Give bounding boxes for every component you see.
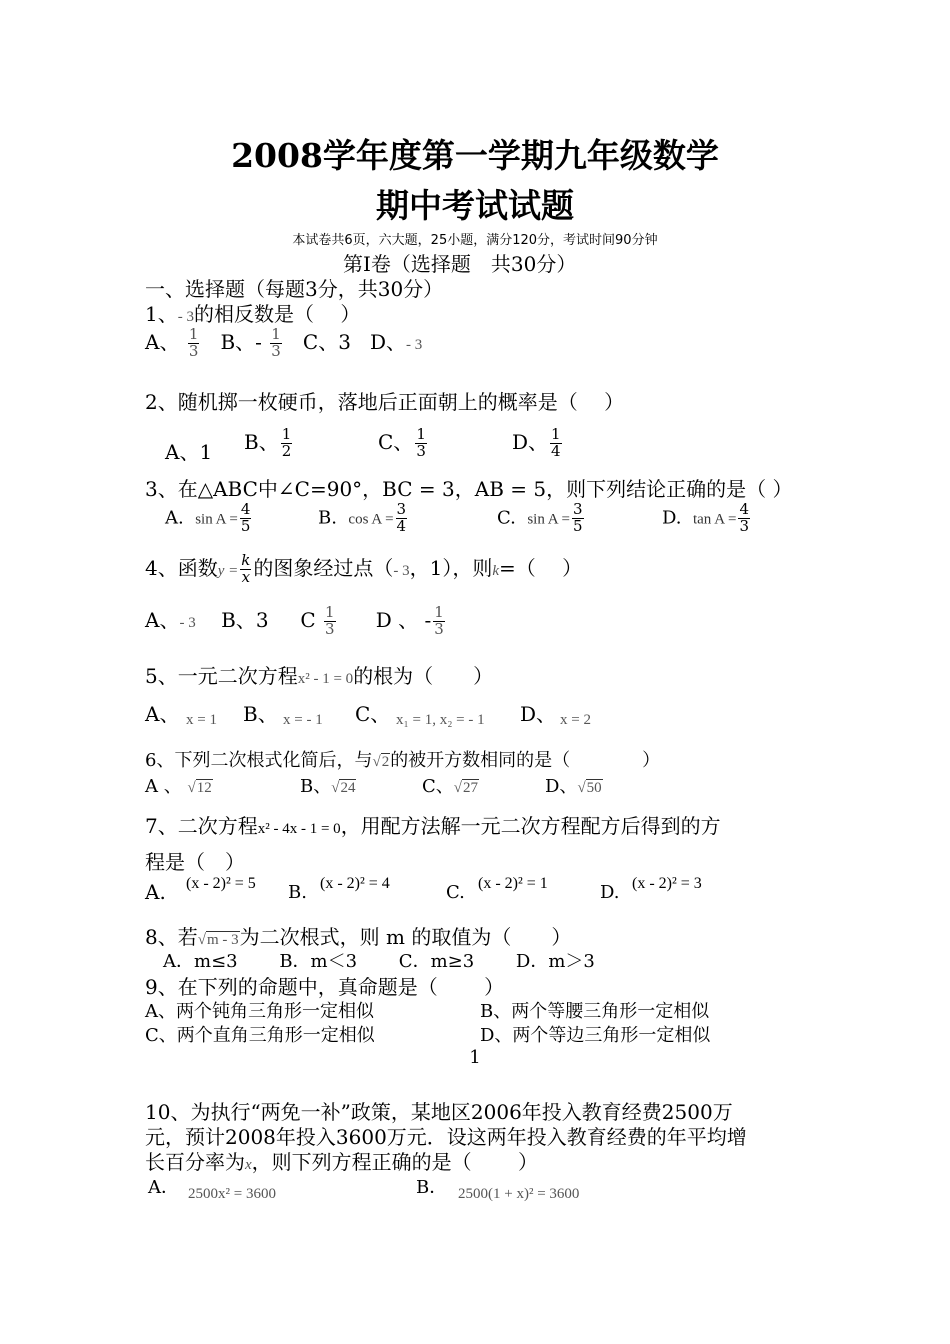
volume-heading: 第Ⅰ卷（选择题 共30分） [343, 252, 577, 276]
question-4-options [145, 604, 447, 638]
question-5: 5、一元二次方程x² - 1 = 0的根为（ ） [145, 664, 494, 688]
option-a[interactable]: A、 [145, 702, 180, 726]
option-d[interactable]: D. [600, 882, 620, 903]
option-b[interactable]: B、 $\frac{1}{2}$ [244, 425, 292, 460]
option-c[interactable]: C、√27 [422, 776, 479, 797]
option-c-value: x₁ = 1, x₂ = - 1 [396, 712, 485, 728]
question-10-line2: 元，预计2008年投入3600万元．设这两年投入教育经费的年平均增 [145, 1125, 747, 1149]
option-d-value: (x - 2)² = 3 [632, 875, 702, 892]
option-a[interactable]: A． [148, 1177, 179, 1198]
option-b[interactable]: B. [288, 882, 307, 903]
option-a[interactable]: A、- 3 [145, 608, 196, 632]
question-10-line3: 长百分率为x，则下列方程正确的是（ ） [145, 1150, 539, 1174]
option-d[interactable]: D、 $\frac{1}{4}$ [512, 425, 561, 460]
question-8: 8、若√m - 3为二次根式，则 m 的取值为（ ） [145, 925, 572, 949]
exam-info: 本试卷共6页，六大题，25小题，满分120分，考试时间90分钟 [292, 233, 658, 248]
fraction: $\frac{1}{3}$ [188, 325, 199, 360]
option-c[interactable]: C $\frac{1}{3}$ [300, 603, 335, 638]
question-10-line1: 10、为执行“两免一补”政策，某地区2006年投入教育经费2500万 [145, 1100, 733, 1124]
section-heading: 一、选择题（每题3分，共30分） [145, 277, 444, 301]
option-d[interactable]: D、√50 [545, 776, 602, 797]
exam-title-line1: 2008学年度第一学期九年级数学 [231, 136, 719, 175]
option-d[interactable]: D 、 - $\frac{1}{3}$ [375, 603, 444, 638]
option-b[interactable]: B. cos A = $\frac{3}{4}$ [318, 500, 407, 535]
option-b-value: (x - 2)² = 4 [320, 875, 390, 892]
option-b[interactable]: B、- [220, 330, 262, 354]
option-c[interactable]: C、 [355, 702, 391, 726]
option-c-value: (x - 2)² = 1 [478, 875, 548, 892]
option-b-value: x = - 1 [283, 712, 323, 728]
option-c[interactable]: C、两个直角三角形一定相似 [145, 1025, 375, 1046]
option-a[interactable]: A. sin A = $\frac{4}{5}$ [165, 500, 251, 535]
option-b[interactable]: B、√24 [300, 776, 356, 797]
question-1: 1、- 3的相反数是（ ） [145, 302, 361, 326]
option-d[interactable]: D、两个等边三角形一定相似 [480, 1025, 711, 1046]
option-c[interactable]: C、3 [302, 330, 351, 354]
question-9: 9、在下列的命题中，真命题是（ ） [145, 975, 505, 999]
option-d-value: x = 2 [560, 712, 591, 728]
question-6: 6、下列二次根式化简后，与√2的被开方数相同的是（ ） [145, 750, 661, 771]
option-a[interactable]: A、1 [165, 440, 213, 464]
option-a-value: (x - 2)² = 5 [186, 875, 256, 892]
option-b[interactable]: B、3 [221, 608, 269, 632]
question-7-line2: 程是（ ） [145, 850, 245, 874]
exam-title-line2: 期中考试试题 [376, 186, 574, 225]
question-8-options[interactable]: A．m≤3 B．m＜3 C．m≥3 D．m＞3 [163, 951, 595, 972]
option-a[interactable]: A、两个钝角三角形一定相似 [145, 1001, 374, 1022]
question-3: 3、在△ABC中∠C=90°，BC = 3，AB = 5，则下列结论正确的是（ ） [145, 477, 793, 501]
page-number: 1 [469, 1047, 481, 1068]
option-b[interactable]: B、两个等腰三角形一定相似 [480, 1001, 710, 1022]
option-d[interactable]: D、 [520, 702, 557, 726]
fraction: $\frac{1}{3}$ [271, 325, 281, 360]
option-a[interactable]: A、 [145, 330, 180, 354]
option-b[interactable]: B、 [243, 702, 278, 726]
option-d[interactable]: D、 [370, 330, 407, 354]
option-a-value: x = 1 [186, 712, 217, 728]
option-a[interactable]: A. [145, 880, 166, 904]
question-4: 4、函数y = $\frac{k}{x}$ 的图象经过点（- 3，1），则k=（ ） [145, 551, 583, 586]
question-7: 7、二次方程x² - 4x - 1 = 0，用配方法解一元二次方程配方后得到的方 [145, 814, 721, 838]
option-b[interactable]: B． [416, 1177, 448, 1198]
option-c[interactable]: C、 $\frac{1}{3}$ [378, 425, 426, 460]
question-1-options: A、 $\frac{1}{3}$ B、- $\frac{1}{3}$ C、3 D、- 3 [145, 325, 423, 360]
option-a[interactable]: A 、 √12 [145, 776, 212, 797]
option-c[interactable]: C. [446, 882, 465, 903]
option-a-value: 2500x² = 3600 [188, 1186, 276, 1202]
question-2: 2、随机掷一枚硬币，落地后正面朝上的概率是（ ） [145, 390, 625, 414]
option-d[interactable]: D. tan A = $\frac{4}{3}$ [662, 500, 749, 535]
option-c[interactable]: C. sin A = $\frac{3}{5}$ [497, 500, 583, 535]
option-b-value: 2500(1 + x)² = 3600 [458, 1186, 580, 1202]
